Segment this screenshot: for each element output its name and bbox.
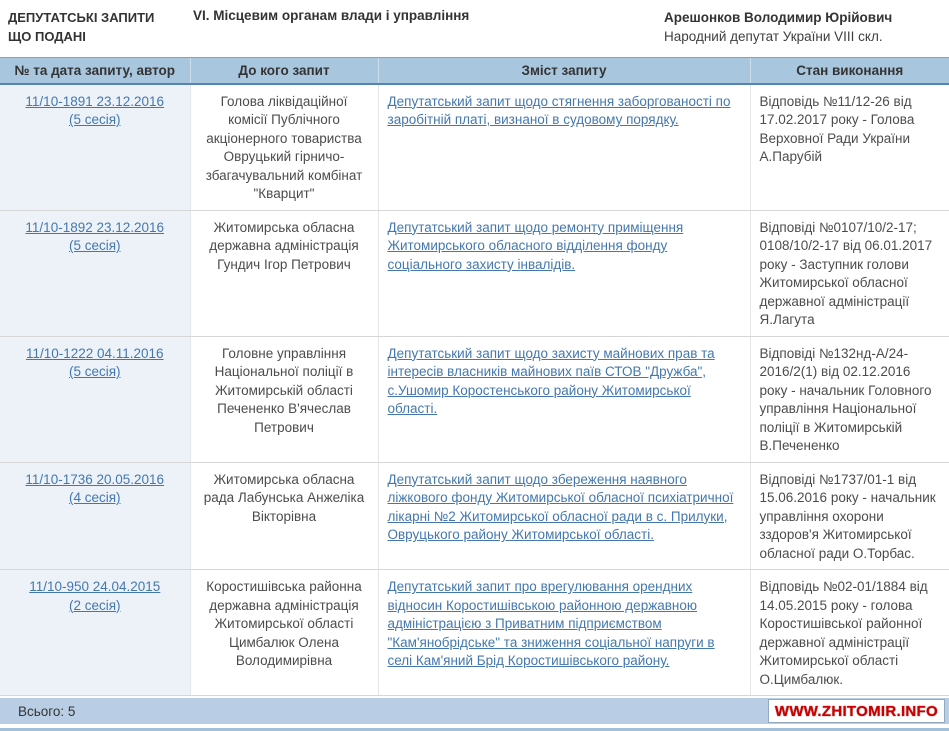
request-number-link[interactable]: 11/10-1891 23.12.2016 — [25, 93, 165, 109]
table-row — [0, 570, 949, 696]
session-link[interactable]: (5 сесія) — [68, 112, 121, 127]
request-number-cell — [0, 570, 190, 696]
table-row — [0, 210, 949, 336]
request-number-cell — [0, 462, 190, 570]
session-link[interactable]: (4 сесія) — [68, 490, 121, 505]
request-content-link[interactable]: Депутатський запит щодо збереження наявного ліжкового фонду Житомирської обласної психіатричної лікарні №2 Житомирської обласної ради в с. Прилуки, Овруцького району Житомирської області. — [387, 471, 734, 542]
request-content-cell — [378, 462, 750, 570]
status-cell: Відповіді №132нд-А/24-2016/2(1) від 02.12.2016 року - начальник Головного управління Національної поліції в Житомирській В.Печененко — [750, 336, 949, 462]
section-title: VI. Місцевим органам влади і управління — [193, 8, 470, 23]
request-content-cell — [378, 336, 750, 462]
table-header-row — [0, 58, 949, 84]
recipient-cell: Головне управління Національної поліції в Житомирській області Печененко В'ячеслав Петрович — [190, 336, 378, 462]
session-link[interactable]: (5 сесія) — [68, 364, 121, 379]
request-number-cell — [0, 210, 190, 336]
deputy-info — [664, 8, 892, 46]
request-number-cell — [0, 336, 190, 462]
table-row — [0, 84, 949, 211]
session-link[interactable]: (5 сесія) — [68, 238, 121, 253]
table-header — [0, 58, 949, 84]
table-row — [0, 336, 949, 462]
request-content-link[interactable]: Депутатський запит щодо захисту майнових прав та інтересів власників майнових паїв СТОВ "Дружба", с.Ушомир Коростенського району Житомирської області. — [387, 345, 715, 416]
session-link[interactable]: (2 сесія) — [68, 597, 121, 613]
column-header-number: № та дата запиту, автор — [0, 58, 190, 84]
request-content-cell — [378, 570, 750, 696]
table-row — [0, 462, 949, 570]
column-header-content: Зміст запиту — [378, 58, 750, 84]
recipient-cell: Житомирська обласна державна адміністрація Гундич Ігор Петрович — [190, 210, 378, 336]
request-content-link[interactable]: Депутатський запит щодо стягнення заборгованості по заробітній платі, визнаної в судовому порядку. — [387, 93, 731, 127]
request-number-link[interactable]: 11/10-1736 20.05.2016 — [25, 471, 165, 487]
request-content-link[interactable]: Депутатський запит про врегулювання орендних відносин Коростишівською районною державною адміністрацією з Приватним підприємством "Кам'янобрідське" та зниження соціальної напруги в селі Кам'яний Брід Коростишівського району. — [387, 579, 715, 668]
column-header-recipient: До кого запит — [190, 58, 378, 84]
recipient-cell: Коростишівська районна державна адміністрація Житомирської області Цимбалюк Олена Володимирівна — [190, 570, 378, 696]
recipient-cell: Голова ліквідаційної комісії Публічного акціонерного товариства Овруцький гірничо-збагачувальний комбінат "Кварцит" — [190, 84, 378, 211]
status-cell: Відповідь №02-01/1884 від 14.05.2015 року - голова Коростишівської районної державної адміністрації Житомирської області О.Цимбалюк. — [750, 570, 949, 696]
deputy-name: Арешонков Володимир Юрійович — [664, 10, 893, 25]
site-watermark-text: WWW.ZHITOMIR.INFO — [774, 702, 938, 720]
request-content-cell — [378, 84, 750, 211]
request-number-cell — [0, 84, 190, 211]
request-number-link[interactable]: 11/10-1222 04.11.2016 — [25, 345, 164, 361]
request-content-link[interactable]: Депутатський запит щодо ремонту приміщення Житомирського обласного відділення фонду соціального захисту інвалідів. — [387, 219, 684, 272]
page-header — [0, 0, 949, 57]
status-cell: Відповіді №1737/01-1 від 15.06.2016 року - начальник управління охорони зздоров'я Житомирської обласної ради О.Торбас. — [750, 462, 949, 570]
column-header-status: Стан виконання — [750, 58, 949, 84]
request-content-cell — [378, 210, 750, 336]
footer-bar — [0, 698, 949, 724]
page-title — [8, 8, 154, 46]
deputy-role: Народний депутат України VIII скл. — [664, 29, 883, 44]
status-cell: Відповіді №0107/10/2-17; 0108/10/2-17 від 06.01.2017 року - Заступник голови Житомирської обласної державної адміністрації Я.Лагута — [750, 210, 949, 336]
status-cell: Відповідь №11/12-26 від 17.02.2017 року - Голова Верховної Ради України А.Парубій — [750, 84, 949, 211]
recipient-cell: Житомирська обласна рада Лабунська Анжеліка Вікторівна — [190, 462, 378, 570]
request-number-link[interactable]: 11/10-1892 23.12.2016 — [25, 219, 165, 235]
request-number-link[interactable]: 11/10-950 24.04.2015 — [29, 579, 161, 594]
page-title-line2: ЩО ПОДАНІ — [8, 29, 86, 44]
total-count: Всього: 5 — [18, 703, 76, 719]
requests-table — [0, 57, 949, 696]
site-watermark — [768, 699, 945, 723]
page-title-line1: ДЕПУТАТСЬКІ ЗАПИТИ — [8, 10, 155, 25]
